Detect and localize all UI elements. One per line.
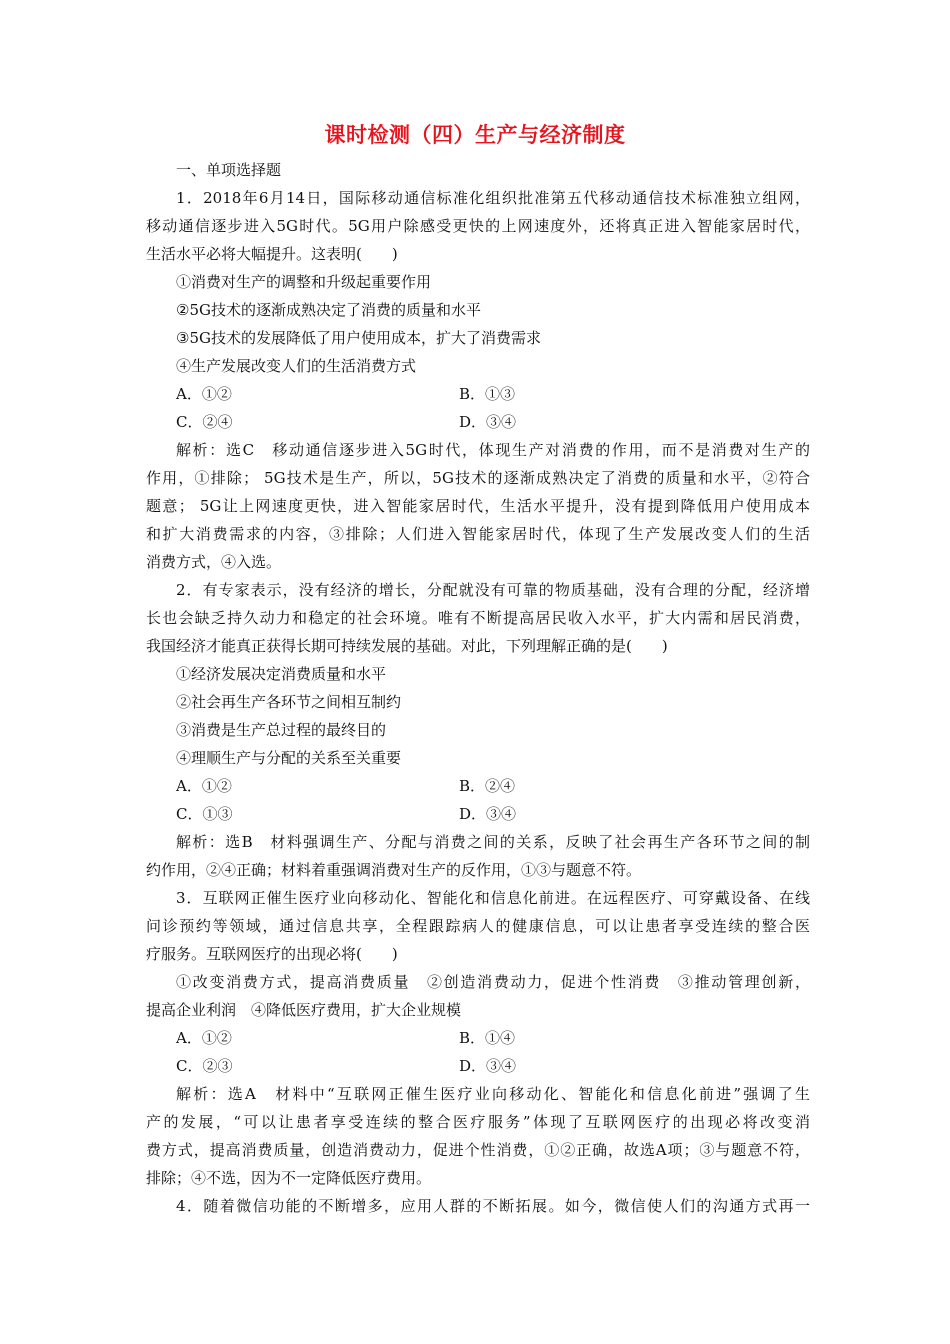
q2-item: ④理顺生产与分配的关系至关重要: [176, 749, 402, 767]
q2-item: ②社会再生产各环节之间相互制约: [176, 693, 402, 711]
q1-option-a: A．①②: [176, 385, 232, 403]
q3-analysis-line: 费方式，提高消费质量，创造消费动力，促进个性消费，①②正确，故选A项；③与题意不符，: [146, 1141, 810, 1159]
q1-analysis-line: 和扩大消费需求的内容，③排除；人们进入智能家居时代，体现了生产发展改变人们的生活: [146, 525, 810, 543]
q1-item: ①消费对生产的调整和升级起重要作用: [176, 273, 432, 291]
q3-stem-line: 3．互联网正催生医疗业向移动化、智能化和信息化前进。在远程医疗、可穿戴设备、在线: [176, 889, 810, 907]
q1-analysis-line: 消费方式，④入选。: [146, 553, 282, 571]
q1-stem-line: 移动通信逐步进入5G时代。5G用户除感受更快的上网速度外，还将真正进入智能家居时代，: [146, 217, 810, 235]
q1-item: ③5G技术的发展降低了用户使用成本，扩大了消费需求: [176, 329, 541, 347]
q1-option-b: B．①③: [459, 385, 516, 403]
q3-analysis-line: 解析：选A 材料中“互联网正催生医疗业向移动化、智能化和信息化前进”强调了生: [176, 1085, 810, 1103]
q2-option-c: C．①③: [176, 805, 233, 823]
q3-option-c: C．②③: [176, 1057, 233, 1075]
q3-analysis-line: 排除；④不选，因为不一定降低医疗费用。: [146, 1169, 432, 1187]
q2-option-a: A．①②: [176, 777, 232, 795]
q1-analysis-line: 题意； 5G让上网速度更快，进入智能家居时代，生活水平提升，没有提到降低用户使用成本: [146, 497, 810, 515]
q2-stem-line: 长也会缺乏持久动力和稳定的社会环境。唯有不断提高居民收入水平，扩大内需和居民消费，: [146, 609, 810, 627]
q1-option-c: C．②④: [176, 413, 233, 431]
q3-item: 提高企业利润 ④降低医疗费用，扩大企业规模: [146, 1001, 462, 1019]
q1-item: ④生产发展改变人们的生活消费方式: [176, 357, 417, 375]
q3-option-b: B．①④: [459, 1029, 516, 1047]
q2-stem-line: 2．有专家表示，没有经济的增长，分配就没有可靠的物质基础，没有合理的分配，经济增: [176, 581, 810, 599]
page-title: 课时检测（四）生产与经济制度: [324, 122, 626, 147]
q2-item: ①经济发展决定消费质量和水平: [176, 665, 387, 683]
q3-item: ①改变消费方式，提高消费质量 ②创造消费动力，促进个性消费 ③推动管理创新，: [176, 973, 810, 991]
q3-analysis-line: 产的发展，“可以让患者享受连续的整合医疗服务”体现了互联网医疗的出现必将改变消: [146, 1113, 810, 1131]
q2-analysis-line: 约作用，②④正确；材料着重强调消费对生产的反作用，①③与题意不符。: [146, 861, 642, 879]
q1-stem-line: 1．2018年6月14日，国际移动通信标准化组织批准第五代移动通信技术标准独立组网，: [176, 189, 810, 207]
q1-analysis-line: 解析：选C 移动通信逐步进入5G时代，体现生产对消费的作用，而不是消费对生产的: [176, 441, 810, 459]
q2-option-d: D．③④: [459, 805, 517, 823]
q1-analysis-line: 作用，①排除； 5G技术是生产，所以，5G技术的逐渐成熟决定了消费的质量和水平，②符合: [146, 469, 810, 487]
q2-stem-line: 我国经济才能真正获得长期可持续发展的基础。对此，下列理解正确的是( ): [146, 637, 668, 655]
q3-option-d: D．③④: [459, 1057, 517, 1075]
q1-option-d: D．③④: [459, 413, 517, 431]
q3-option-a: A．①②: [176, 1029, 232, 1047]
q2-item: ③消费是生产总过程的最终目的: [176, 721, 387, 739]
q4-stem-line: 4．随着微信功能的不断增多，应用人群的不断拓展。如今，微信使人们的沟通方式再一: [176, 1197, 810, 1215]
q3-stem-line: 疗服务。互联网医疗的出现必将( ): [146, 945, 398, 963]
q2-analysis-line: 解析：选B 材料强调生产、分配与消费之间的关系，反映了社会再生产各环节之间的制: [176, 833, 810, 851]
section-heading: 一、单项选择题: [176, 161, 282, 179]
q2-option-b: B．②④: [459, 777, 516, 795]
q1-item: ②5G技术的逐渐成熟决定了消费的质量和水平: [176, 301, 481, 319]
q3-stem-line: 问诊预约等领域，通过信息共享，全程跟踪病人的健康信息，可以让患者享受连续的整合医: [146, 917, 810, 935]
q1-stem-line: 生活水平必将大幅提升。这表明( ): [146, 245, 398, 263]
